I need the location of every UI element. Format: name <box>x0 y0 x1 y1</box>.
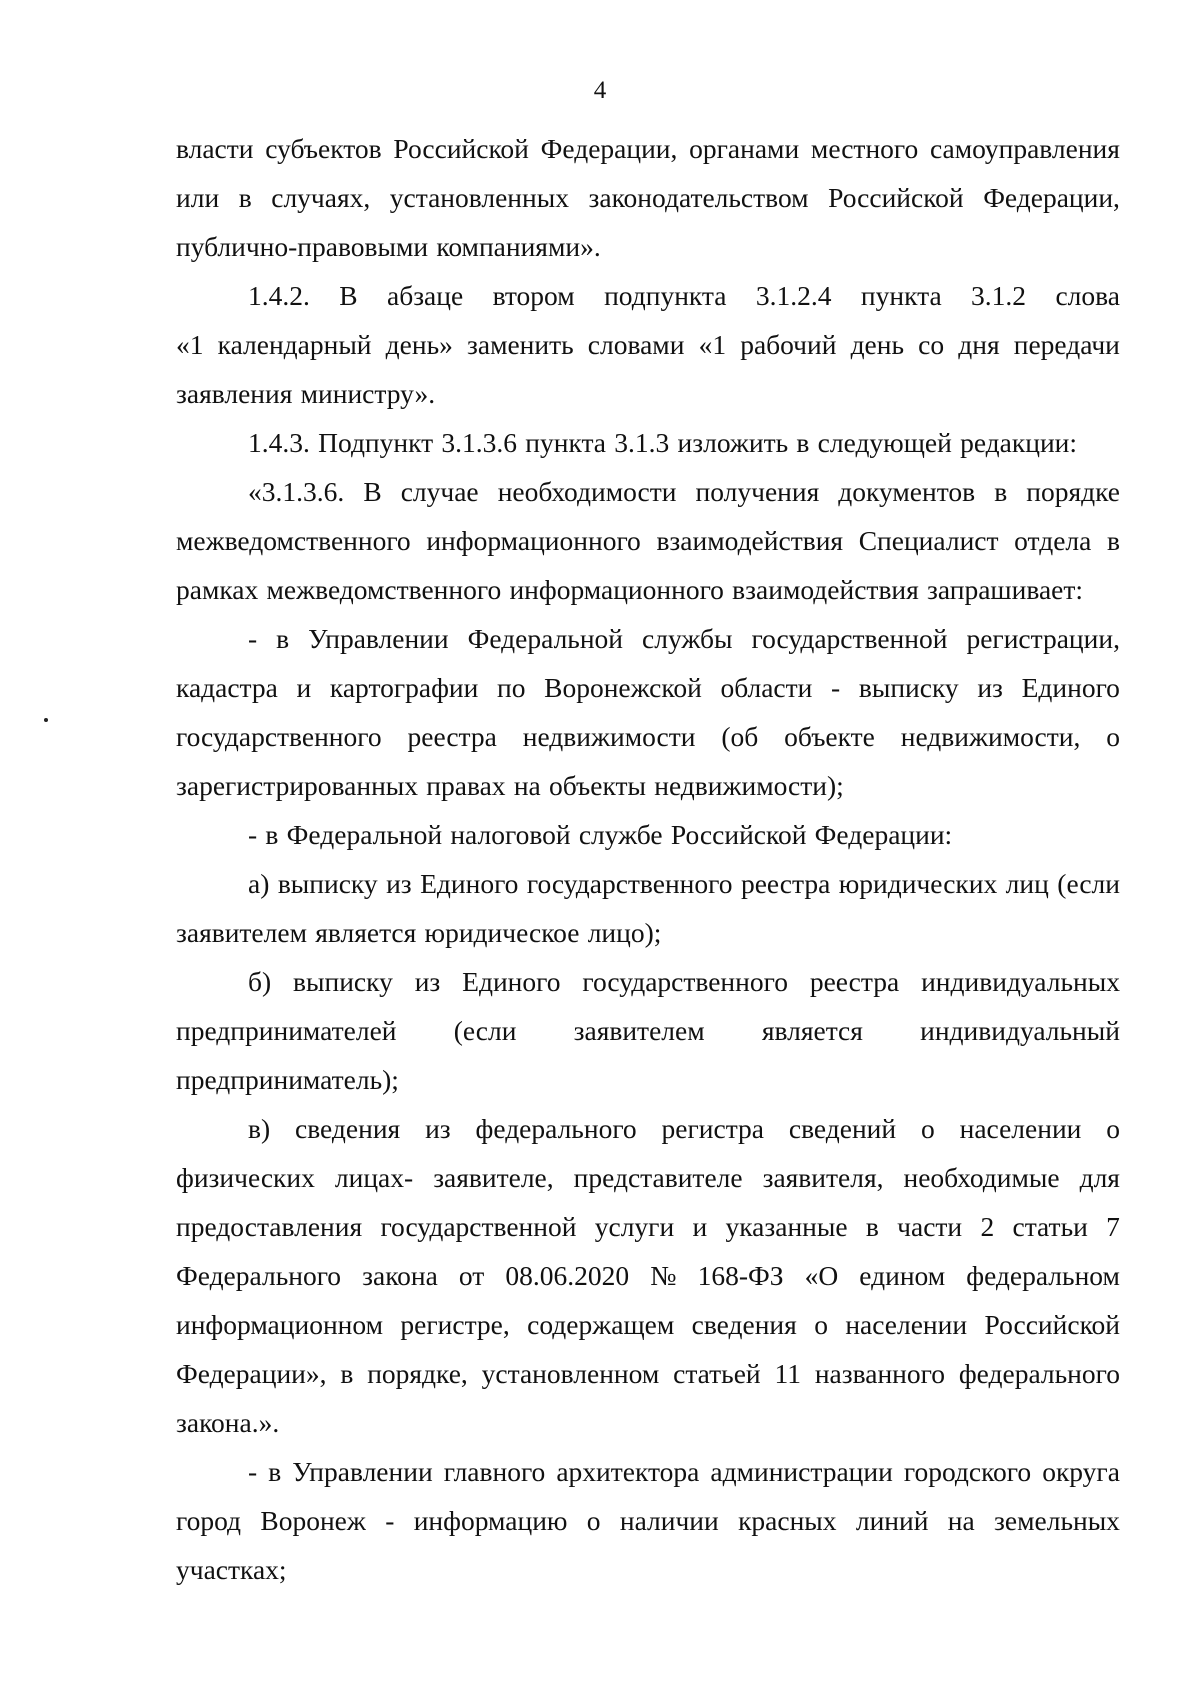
word: информационного <box>509 574 724 605</box>
word: из <box>425 1113 451 1144</box>
word: предоставления <box>176 1211 363 1242</box>
word: юридическое <box>424 917 580 948</box>
word: 3.1.3.6 <box>441 427 518 458</box>
word: из <box>386 868 412 899</box>
word: является <box>315 917 417 948</box>
word: законодательством <box>588 182 809 213</box>
word: межведомственного <box>176 525 411 556</box>
word: для <box>1079 1162 1120 1193</box>
word: (об <box>721 721 759 752</box>
word: регистрации, <box>966 623 1120 654</box>
word: публично-правовыми <box>176 231 429 262</box>
word: «1 <box>698 329 727 360</box>
text-line <box>176 1153 1120 1202</box>
word: кадастра <box>176 672 278 703</box>
word: Российской <box>393 133 529 164</box>
word: «1 <box>176 329 204 360</box>
word: по <box>497 672 526 703</box>
word: или <box>176 182 220 213</box>
word: индивидуальный <box>920 1015 1120 1046</box>
word: налоговой <box>450 819 571 850</box>
word: услуги <box>594 1211 675 1242</box>
word: о <box>1106 721 1120 752</box>
word: подпункта <box>604 280 727 311</box>
word: заявления <box>176 378 293 409</box>
text-line <box>176 1447 1120 1496</box>
word: недвижимости, <box>900 721 1081 752</box>
word: случае <box>400 476 479 507</box>
word: реестра <box>740 868 831 899</box>
word: Федеральной <box>467 623 624 654</box>
text-line <box>176 957 1120 1006</box>
word: запрашивает: <box>927 574 1084 605</box>
word: пункта <box>525 427 607 458</box>
text-line <box>176 222 1120 271</box>
text-line <box>176 1545 1120 1594</box>
word: регистре, <box>400 1309 510 1340</box>
word: день» <box>385 329 453 360</box>
word: Единого <box>420 868 519 899</box>
word: части <box>897 1211 963 1242</box>
word: министру». <box>300 378 436 409</box>
word: закона.». <box>176 1407 280 1438</box>
text-line <box>176 1006 1120 1055</box>
word: статьи <box>1012 1211 1088 1242</box>
word: случаях, <box>271 182 371 213</box>
word: индивидуальных <box>921 966 1120 997</box>
word: - <box>385 1505 395 1536</box>
word: заявителя, <box>762 1162 884 1193</box>
word: местного <box>810 133 919 164</box>
word: (если <box>453 1015 517 1046</box>
text-line <box>176 810 1120 859</box>
word: субъектов <box>265 133 382 164</box>
word: в <box>796 427 810 458</box>
word: сведения <box>691 1309 797 1340</box>
word: о <box>921 1113 935 1144</box>
word: службы <box>642 623 733 654</box>
text-line <box>176 369 1120 418</box>
word: в <box>340 1358 354 1389</box>
word: абзаце <box>387 280 464 311</box>
word: закона <box>362 1260 438 1291</box>
word: сведений <box>788 1113 897 1144</box>
word: «О <box>804 1260 839 1291</box>
word: необходимости <box>497 476 677 507</box>
word: Специалист <box>858 525 999 556</box>
word: рамках <box>176 574 259 605</box>
document-body <box>176 124 1120 1594</box>
text-line <box>176 1055 1120 1104</box>
page-number: 4 <box>593 77 607 104</box>
word: 3.1.3 <box>614 427 670 458</box>
word: 3.1.2 <box>971 280 1027 311</box>
word: органами <box>689 133 800 164</box>
word: предприниматель); <box>176 1064 399 1095</box>
word: Воронежской <box>544 672 702 703</box>
word: участках; <box>176 1554 287 1585</box>
text-line <box>176 516 1120 565</box>
word: - <box>831 672 841 703</box>
word: Федерации, <box>540 133 678 164</box>
word: компаниями». <box>436 231 601 262</box>
word: округа <box>1042 1456 1120 1487</box>
word: недвижимости); <box>654 770 844 801</box>
word: статьей <box>673 1358 761 1389</box>
word: 168-ФЗ <box>697 1260 784 1291</box>
word: передачи <box>1013 329 1120 360</box>
word: выписку <box>277 868 378 899</box>
word: Российской <box>984 1309 1120 1340</box>
word: Федерации, <box>983 182 1120 213</box>
word: администрации <box>710 1456 893 1487</box>
word: порядке <box>1026 476 1120 507</box>
word: о <box>586 1505 601 1536</box>
text-line <box>176 908 1120 957</box>
word: взаимодействия <box>732 574 919 605</box>
word: и <box>692 1211 708 1242</box>
word: лицах- <box>334 1162 414 1193</box>
word: установленном <box>481 1358 660 1389</box>
text-line <box>176 1496 1120 1545</box>
word: и <box>296 672 312 703</box>
word: картографии <box>329 672 479 703</box>
word: указанные <box>725 1211 848 1242</box>
word: № <box>650 1260 677 1291</box>
word: реестра <box>809 966 900 997</box>
word: 2 <box>980 1211 995 1242</box>
word: отдела <box>1014 525 1092 556</box>
text-line <box>176 173 1120 222</box>
word: Федеральной <box>286 819 443 850</box>
word: в <box>1106 525 1120 556</box>
word: Федерации: <box>814 819 953 850</box>
word: Российской <box>828 182 964 213</box>
text-line <box>176 320 1120 369</box>
word: федеральном <box>966 1260 1120 1291</box>
word: из <box>977 672 1003 703</box>
word: объекте <box>784 721 875 752</box>
text-line <box>176 467 1120 516</box>
word: федерального <box>958 1358 1120 1389</box>
word: регистра <box>661 1113 765 1144</box>
word: предпринимателей <box>176 1015 397 1046</box>
word: В <box>363 476 382 507</box>
word: в <box>238 182 252 213</box>
word: из <box>414 966 441 997</box>
text-line <box>176 1398 1120 1447</box>
word: на <box>947 1505 975 1536</box>
word: редакции: <box>960 427 1078 458</box>
word: на <box>513 770 541 801</box>
word: дня <box>958 329 1000 360</box>
word: представителе <box>573 1162 743 1193</box>
text-line <box>176 614 1120 663</box>
word: - <box>248 819 258 850</box>
text-line <box>176 1251 1120 1300</box>
word: установленных <box>389 182 569 213</box>
word: области <box>720 672 813 703</box>
word: «3.1.3.6. <box>248 476 345 507</box>
word: информацию <box>413 1505 568 1536</box>
word: пункта <box>860 280 942 311</box>
word: физических <box>176 1162 315 1193</box>
word: правах <box>426 770 506 801</box>
word: слова <box>1055 280 1120 311</box>
word: государственной <box>751 623 948 654</box>
word: архитектора <box>556 1456 700 1487</box>
word: календарный <box>217 329 372 360</box>
text-line <box>176 1300 1120 1349</box>
scan-speck <box>44 718 48 722</box>
word: взаимодействия <box>656 525 844 556</box>
word: 1.4.3. <box>248 427 310 458</box>
word: в <box>265 819 279 850</box>
word: объекты <box>549 770 646 801</box>
word: населении <box>845 1309 968 1340</box>
word: 7 <box>1106 1211 1120 1242</box>
word: о <box>814 1309 828 1340</box>
word: реестра <box>407 721 497 752</box>
word: линий <box>855 1505 929 1536</box>
word: в <box>865 1211 879 1242</box>
word: рабочий <box>740 329 837 360</box>
word: едином <box>859 1260 946 1291</box>
text-line <box>176 418 1120 467</box>
word: Подпункт <box>318 427 434 458</box>
word: юридических <box>838 868 998 899</box>
word: наличии <box>619 1505 719 1536</box>
word: (если <box>1057 868 1120 899</box>
word: власти <box>176 133 254 164</box>
word: Российской <box>670 819 807 850</box>
text-line <box>176 712 1120 761</box>
word: Федерации», <box>176 1358 327 1389</box>
text-line <box>176 663 1120 712</box>
word: в <box>276 623 290 654</box>
word: федерального <box>475 1113 637 1144</box>
word: необходимые <box>903 1162 1060 1193</box>
word: самоуправления <box>930 133 1120 164</box>
word: город <box>176 1505 242 1536</box>
word: изложить <box>677 427 789 458</box>
word: сведения <box>295 1113 401 1144</box>
word: Управлении <box>308 623 449 654</box>
word: б) <box>248 966 272 997</box>
word: 11 <box>774 1358 801 1389</box>
word: межведомственного <box>266 574 502 605</box>
word: Федерального <box>176 1260 342 1291</box>
text-line <box>176 565 1120 614</box>
word: государственной <box>380 1211 577 1242</box>
word: словами <box>587 329 685 360</box>
text-line <box>176 1349 1120 1398</box>
word: - <box>248 1456 258 1487</box>
word: государственного <box>526 868 733 899</box>
word: службе <box>578 819 663 850</box>
word: заявителе, <box>433 1162 554 1193</box>
word: заявителем <box>573 1015 705 1046</box>
word: порядке, <box>367 1358 468 1389</box>
word: государственного <box>582 966 788 997</box>
word: красных <box>738 1505 837 1536</box>
word: населении <box>959 1113 1082 1144</box>
word: 08.06.2020 <box>505 1260 630 1291</box>
word: лицо); <box>587 917 662 948</box>
word: получения <box>695 476 820 507</box>
word: названного <box>814 1358 945 1389</box>
word: лиц <box>1005 868 1049 899</box>
word: городского <box>903 1456 1032 1487</box>
word: 3.1.2.4 <box>755 280 832 311</box>
word: о <box>1106 1113 1120 1144</box>
text-line <box>176 859 1120 908</box>
word: день <box>850 329 905 360</box>
word: государственного <box>176 721 382 752</box>
word: информационном <box>176 1309 384 1340</box>
word: документов <box>838 476 976 507</box>
word: недвижимости <box>522 721 696 752</box>
word: зарегистрированных <box>176 770 419 801</box>
word: втором <box>492 280 575 311</box>
word: заявителем <box>176 917 307 948</box>
word: заменить <box>467 329 574 360</box>
word: Воронеж <box>260 1505 366 1536</box>
text-line <box>176 1104 1120 1153</box>
word: со <box>918 329 945 360</box>
word: в <box>268 1456 282 1487</box>
word: Единого <box>1021 672 1120 703</box>
word: от <box>458 1260 485 1291</box>
word: выписку <box>858 672 959 703</box>
word: информационного <box>426 525 641 556</box>
text-line <box>176 124 1120 173</box>
word: 1.4.2. <box>248 280 310 311</box>
text-line <box>176 761 1120 810</box>
word: - <box>248 623 258 654</box>
text-line <box>176 1202 1120 1251</box>
word: в <box>994 476 1008 507</box>
word: Единого <box>462 966 561 997</box>
word: земельных <box>994 1505 1120 1536</box>
word: В <box>339 280 358 311</box>
word: главного <box>443 1456 546 1487</box>
word: следующей <box>817 427 952 458</box>
word: выписку <box>293 966 393 997</box>
word: является <box>761 1015 863 1046</box>
text-line <box>176 271 1120 320</box>
word: а) <box>248 868 270 899</box>
word: содержащем <box>527 1309 675 1340</box>
word: в) <box>248 1113 271 1144</box>
word: Управлении <box>292 1456 433 1487</box>
